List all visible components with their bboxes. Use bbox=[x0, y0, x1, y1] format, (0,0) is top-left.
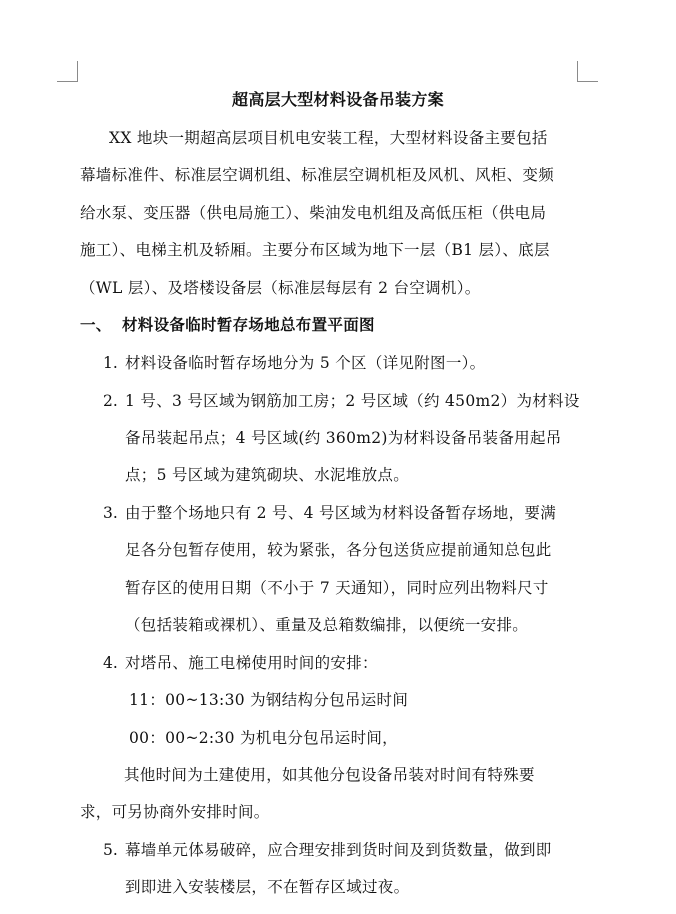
list-item-line: 幕墙单元体易破碎，应合理安排到货时间及到货数量，做到即 bbox=[125, 841, 552, 859]
list-item-line: 到即进入安装楼层，不在暂存区域过夜。 bbox=[125, 878, 410, 896]
intro-line: 幕墙标准件、标准层空调机组、标准层空调机柜及风机、风柜、变频 bbox=[80, 166, 555, 184]
intro-line: （WL 层）、及塔楼设备层（标准层每层有 2 台空调机）。 bbox=[80, 279, 481, 297]
list-item-line: 点；5 号区域为建筑砌块、水泥堆放点。 bbox=[125, 466, 409, 484]
list-item-line: 足各分包暂存使用，较为紧张，各分包送货应提前通知总包此 bbox=[125, 541, 552, 559]
intro-line: 施工）、电梯主机及轿厢。主要分布区域为地下一层（B1 层）、底层 bbox=[80, 241, 550, 259]
list-item-number: 1. bbox=[103, 354, 118, 372]
intro-line: XX 地块一期超高层项目机电安装工程，大型材料设备主要包括 bbox=[109, 129, 548, 147]
list-item-line: 对塔吊、施工电梯使用时间的安排： bbox=[125, 654, 378, 672]
intro-line: 给水泵、变压器（供电局施工）、柴油发电机组及高低压柜（供电局 bbox=[80, 204, 547, 222]
margin-corner-mark-left bbox=[57, 61, 78, 82]
list-item-line: 材料设备临时暂存场地分为 5 个区（详见附图一）。 bbox=[125, 354, 486, 372]
document-title: 超高层大型材料设备吊装方案 bbox=[232, 90, 444, 109]
list-item-line: （包括装箱或裸机）、重量及总箱数编排，以便统一安排。 bbox=[125, 616, 529, 634]
schedule-line: 11：00~13:30 为钢结构分包吊运时间 bbox=[129, 691, 409, 709]
list-item-line: 1 号、3 号区域为钢筋加工房；2 号区域（约 450m2）为材料设 bbox=[125, 392, 580, 410]
list-item-number: 2. bbox=[103, 392, 118, 410]
list-item-line: 由于整个场地只有 2 号、4 号区域为材料设备暂存场地，要满 bbox=[125, 504, 557, 522]
list-item-line: 暂存区的使用日期（不小于 7 天通知），同时应列出物料尺寸 bbox=[125, 579, 549, 597]
paragraph-line: 求，可另协商外安排时间。 bbox=[80, 803, 270, 821]
section-heading: 材料设备临时暂存场地总布置平面图 bbox=[122, 316, 375, 334]
paragraph-line: 其他时间为土建使用，如其他分包设备吊装对时间有特殊要 bbox=[124, 766, 535, 784]
list-item-number: 3. bbox=[103, 504, 118, 522]
list-item-number: 4. bbox=[103, 654, 118, 672]
schedule-line: 00：00~2:30 为机电分包吊运时间， bbox=[129, 729, 398, 747]
section-number: 一、 bbox=[80, 316, 112, 334]
list-item-number: 5. bbox=[103, 841, 118, 859]
list-item-line: 备吊装起吊点；4 号区域(约 360m2)为材料设备吊装备用起吊 bbox=[125, 429, 562, 447]
margin-corner-mark-right bbox=[577, 61, 598, 82]
